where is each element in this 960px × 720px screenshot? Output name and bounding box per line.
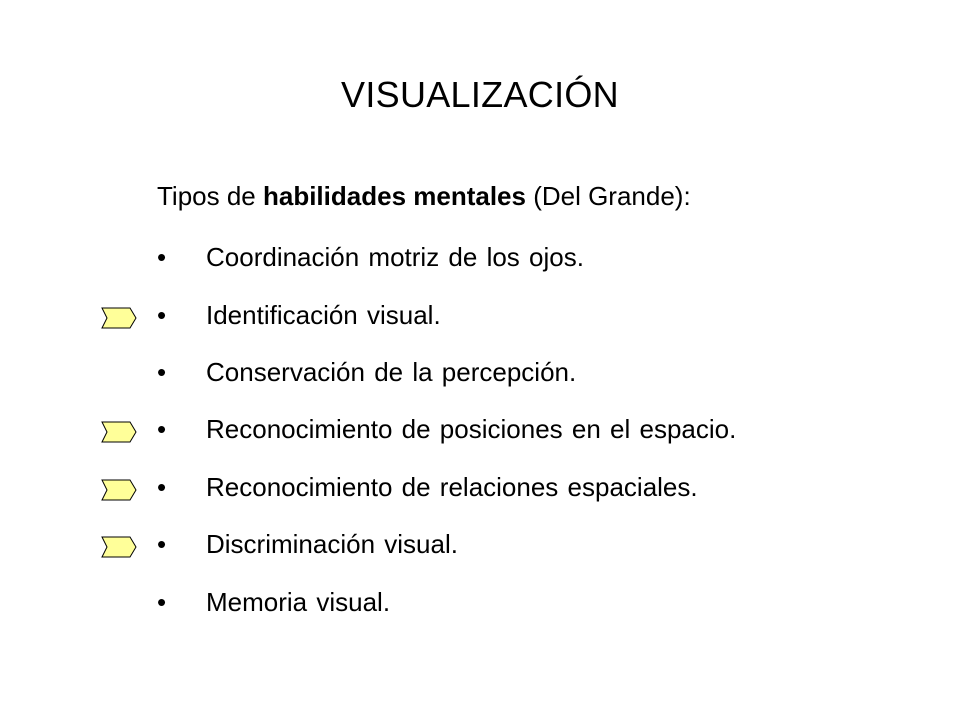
list-item-text: Memoria visual. — [206, 587, 391, 617]
chevron-marker-icon — [101, 479, 137, 501]
bullet: • — [157, 300, 167, 330]
list-item — [0, 242, 960, 282]
intro-prefix: Tipos de — [157, 181, 263, 211]
intro-line — [157, 181, 691, 212]
list-item — [0, 587, 960, 627]
list-item — [0, 529, 960, 569]
chevron-marker-icon — [101, 307, 137, 329]
list-item — [0, 414, 960, 454]
list-item-text: Coordinación motriz de los ojos. — [206, 242, 584, 272]
bullet: • — [157, 472, 167, 502]
bullet: • — [157, 357, 167, 387]
bullet: • — [157, 414, 167, 444]
list-item-text: Identificación visual. — [206, 300, 441, 330]
bullet: • — [157, 529, 167, 559]
chevron-marker-icon — [101, 536, 137, 558]
list-item — [0, 300, 960, 340]
list-item-text: Reconocimiento de posiciones en el espacio. — [206, 414, 737, 444]
list-item-text: Reconocimiento de relaciones espaciales. — [206, 472, 698, 502]
bullet: • — [157, 587, 167, 617]
list-item-text: Discriminación visual. — [206, 529, 458, 559]
list-item-text: Conservación de la percepción. — [206, 357, 577, 387]
slide-title: VISUALIZACIÓN — [341, 74, 619, 115]
intro-suffix: (Del Grande): — [525, 181, 691, 211]
chevron-marker-icon — [101, 421, 137, 443]
bullet: • — [157, 242, 167, 272]
list-item — [0, 472, 960, 512]
intro-bold: habilidades mentales — [262, 181, 526, 211]
list-item — [0, 357, 960, 397]
